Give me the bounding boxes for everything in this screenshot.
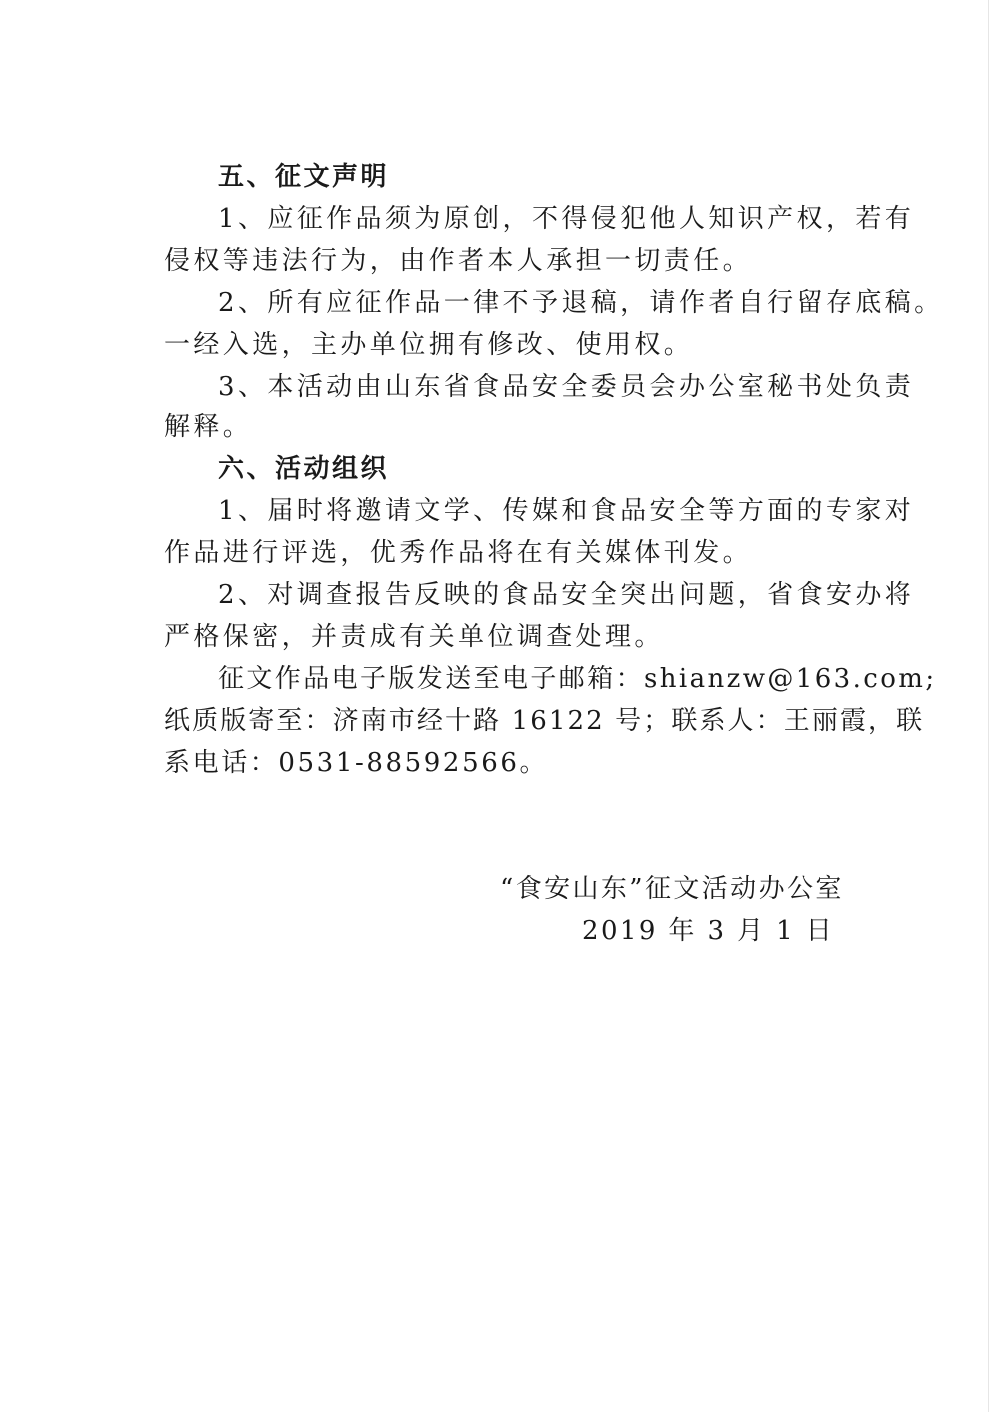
contact-email-line: 征文作品电子版发送至电子邮箱：shianzw@163.com; — [218, 664, 937, 694]
organization-paragraph-2-line-1: 2、对调查报告反映的食品安全突出问题，省食安办将 — [218, 580, 915, 610]
section-heading-organization: 六、活动组织 — [218, 454, 390, 484]
contact-phone-line: 系电话：0531-88592566。 — [164, 748, 549, 778]
declaration-paragraph-1-line-1: 1、应征作品须为原创，不得侵犯他人知识产权，若有 — [218, 204, 915, 234]
declaration-paragraph-1-line-2: 侵权等违法行为，由作者本人承担一切责任。 — [164, 246, 753, 276]
section-heading-declaration: 五、征文声明 — [218, 162, 390, 192]
declaration-paragraph-3-line-2: 解释。 — [164, 412, 253, 442]
organization-paragraph-1-line-2: 作品进行评选，优秀作品将在有关媒体刊发。 — [164, 538, 753, 568]
signature-date: 2019 年 3 月 1 日 — [582, 916, 835, 946]
declaration-paragraph-2-line-2: 一经入选，主办单位拥有修改、使用权。 — [164, 330, 694, 360]
contact-address-line: 纸质版寄至：济南市经十路 16122 号；联系人：王丽霞，联 — [164, 706, 925, 736]
declaration-paragraph-2-line-1: 2、所有应征作品一律不予退稿，请作者自行留存底稿。 — [218, 288, 944, 318]
signature-office: “食安山东”征文活动办公室 — [500, 874, 844, 904]
organization-paragraph-2-line-2: 严格保密，并责成有关单位调查处理。 — [164, 622, 664, 652]
declaration-paragraph-3-line-1: 3、本活动由山东省食品安全委员会办公室秘书处负责 — [218, 372, 915, 402]
organization-paragraph-1-line-1: 1、届时将邀请文学、传媒和食品安全等方面的专家对 — [218, 496, 915, 526]
